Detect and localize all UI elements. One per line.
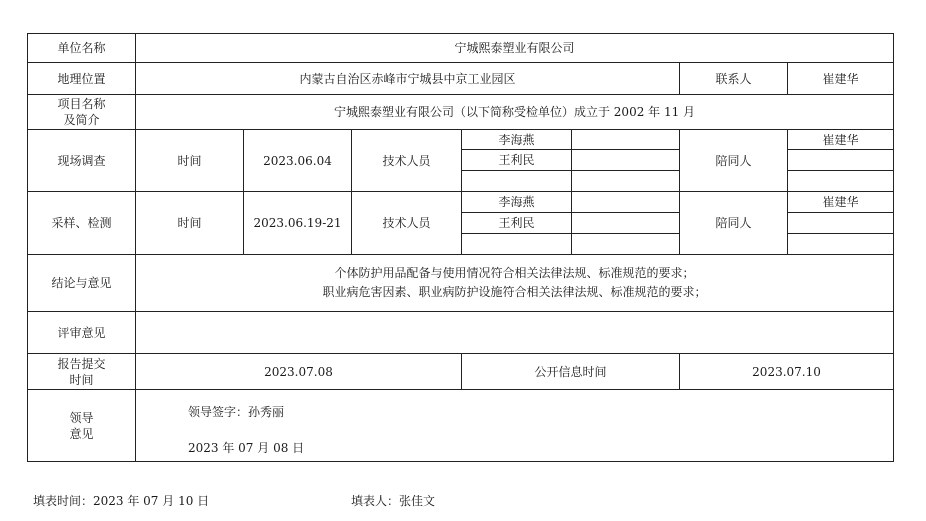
leader-date: 2023 年 07 月 08 日	[188, 441, 305, 455]
site-survey-tech-label: 技术人员	[352, 130, 462, 192]
sampling-escort-3	[788, 234, 894, 255]
sampling-tech-3	[462, 234, 572, 255]
review-label: 评审意见	[28, 312, 136, 354]
conclusion-line-2: 职业病危害因素、职业病防护设施符合相关法律法规、标准规范的要求；	[322, 285, 707, 299]
project-label-line2: 及简介	[63, 113, 100, 127]
report-submit-date: 2023.07.08	[136, 354, 462, 390]
fill-time: 填表时间：2023 年 07 月 10 日	[33, 494, 210, 508]
report-submit-label	[28, 354, 136, 390]
sampling-tech-2-extra	[572, 213, 680, 234]
row-leader-opinion	[28, 390, 894, 462]
sampling-time-label: 时间	[136, 192, 244, 255]
row-conclusion	[28, 255, 894, 312]
leader-signature: 领导签字：孙秀丽	[188, 405, 285, 419]
site-survey-time-label: 时间	[136, 130, 244, 192]
sampling-tech-2: 王利民	[462, 213, 572, 234]
leader-opinion-label	[28, 390, 136, 462]
review-value	[136, 312, 894, 354]
leader-opinion-value	[136, 390, 894, 462]
site-survey-label: 现场调查	[28, 130, 136, 192]
project-intro-value: 宁城熙泰塑业有限公司（以下简称受检单位）成立于 2002 年 11 月	[136, 95, 894, 130]
leader-opinion-label-line1: 领导	[69, 410, 94, 425]
row-location	[28, 63, 894, 95]
public-info-label: 公开信息时间	[462, 354, 680, 390]
site-survey-tech-1: 李海燕	[462, 130, 572, 150]
contact-label: 联系人	[680, 63, 788, 95]
unit-name-value: 宁城熙泰塑业有限公司	[136, 34, 894, 63]
sampling-escort-2	[788, 213, 894, 234]
row-project	[28, 95, 894, 130]
site-survey-tech-3-extra	[572, 171, 680, 192]
sampling-tech-1: 李海燕	[462, 192, 572, 213]
row-site-survey-1	[28, 130, 894, 150]
site-survey-escort-3	[788, 171, 894, 192]
sampling-tech-label: 技术人员	[352, 192, 462, 255]
public-info-date: 2023.07.10	[680, 354, 894, 390]
report-submit-label-line1: 报告提交	[57, 356, 106, 371]
site-survey-escort-label: 陪同人	[680, 130, 788, 192]
conclusion-label: 结论与意见	[28, 255, 136, 312]
sampling-tech-1-extra	[572, 192, 680, 213]
conclusion-value	[136, 255, 894, 312]
row-unit-name	[28, 34, 894, 63]
report-submit-label-line2: 时间	[69, 372, 94, 387]
row-review	[28, 312, 894, 354]
project-label-line1: 项目名称	[57, 97, 106, 111]
sampling-tech-3-extra	[572, 234, 680, 255]
site-survey-tech-1-extra	[572, 130, 680, 150]
unit-name-label: 单位名称	[28, 34, 136, 63]
assessment-form-table	[27, 33, 894, 462]
site-survey-escort-2	[788, 150, 894, 171]
leader-opinion-label-line2: 意见	[69, 426, 94, 441]
sampling-label: 采样、检测	[28, 192, 136, 255]
site-survey-date: 2023.06.04	[244, 130, 352, 192]
sampling-escort-label: 陪同人	[680, 192, 788, 255]
project-label	[28, 95, 136, 130]
row-sampling-1	[28, 192, 894, 213]
location-value: 内蒙古自治区赤峰市宁城县中京工业园区	[136, 63, 680, 95]
conclusion-line-1: 个体防护用品配备与使用情况符合相关法律法规、标准规范的要求；	[334, 266, 695, 280]
site-survey-tech-2: 王利民	[462, 150, 572, 171]
site-survey-escort-1: 崔建华	[788, 130, 894, 150]
sampling-date: 2023.06.19-21	[244, 192, 352, 255]
site-survey-tech-3	[462, 171, 572, 192]
contact-value: 崔建华	[788, 63, 894, 95]
site-survey-tech-2-extra	[572, 150, 680, 171]
sampling-escort-1: 崔建华	[788, 192, 894, 213]
filler-name: 填表人：张佳文	[351, 494, 436, 508]
location-label: 地理位置	[28, 63, 136, 95]
row-report-submit	[28, 354, 894, 390]
